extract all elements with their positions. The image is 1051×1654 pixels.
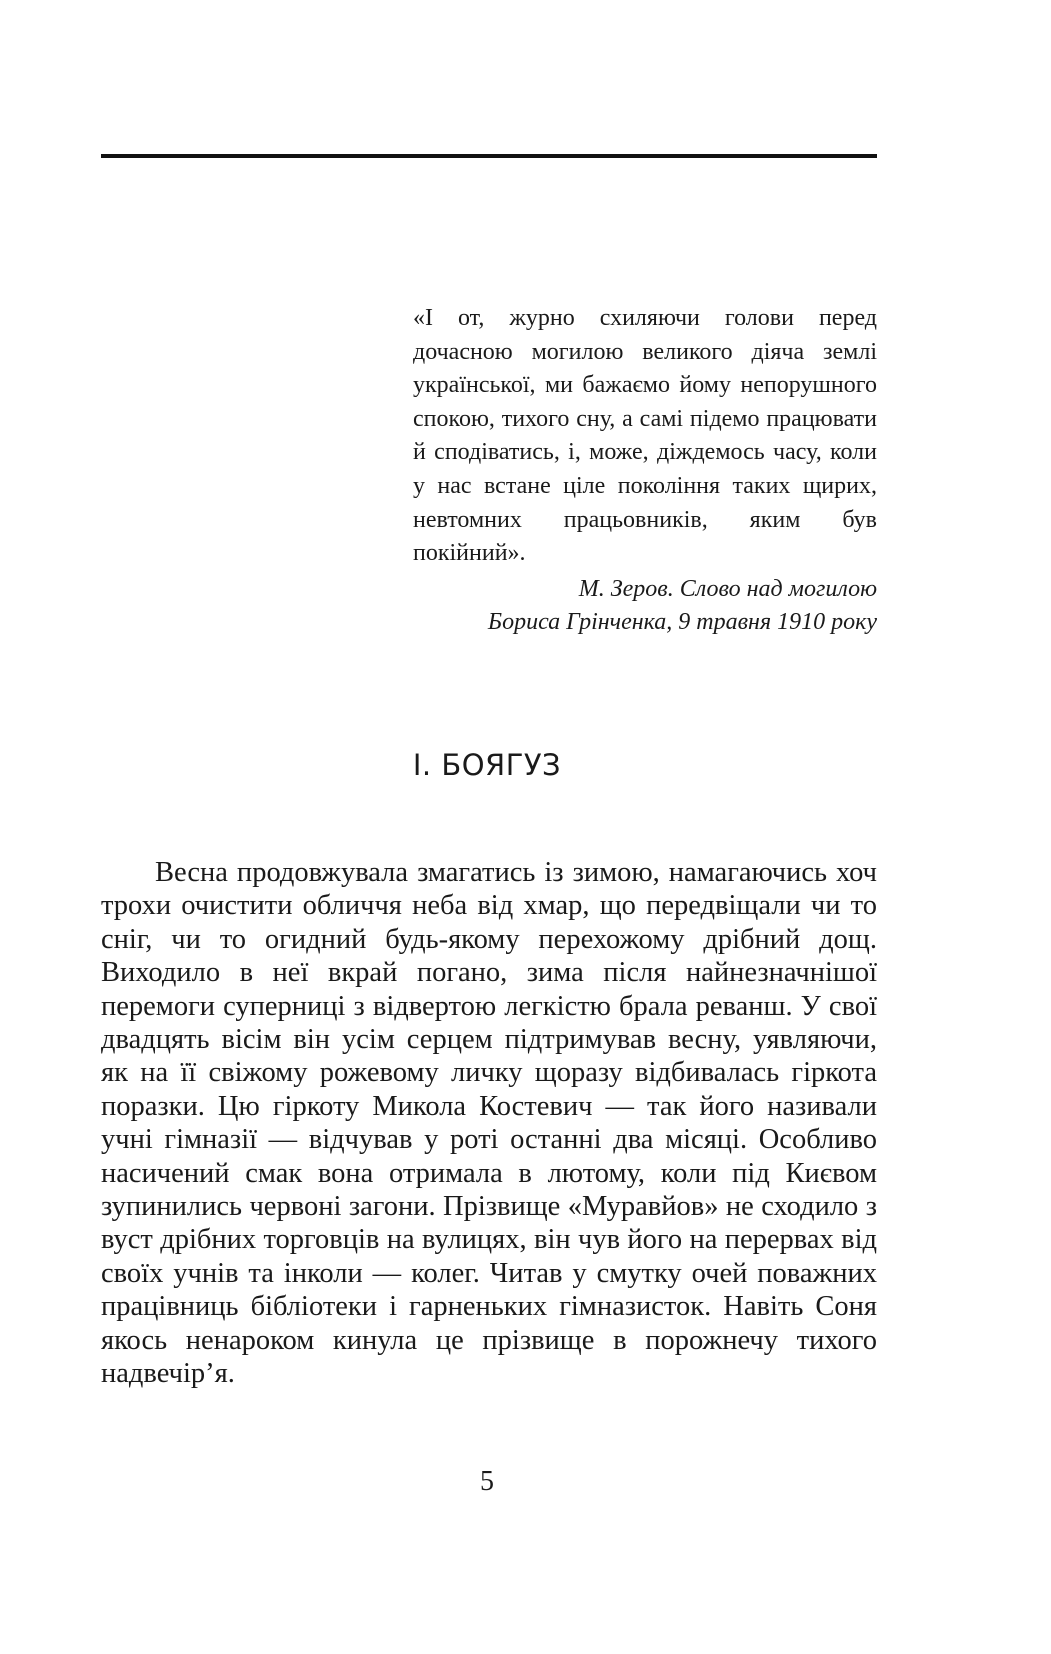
epigraph [413, 302, 877, 640]
chapter-title: І. БОЯГУЗ [412, 748, 562, 782]
epigraph-attribution-line-2: Бориса Грінченка, 9 травня 1910 року [487, 609, 877, 636]
page-number: 5 [480, 1466, 494, 1497]
epigraph-attribution [413, 573, 877, 640]
body-paragraph: Весна продовжувала змагатись із зимою, намагаючись хоч трохи очистити обличчя неба від хмар, що передвіщали чи то сніг, чи то огидний будь-якому перехожому дрібний дощ. Виходило в неї вкрай погано, зима після найнезначнішої перемоги суперниці з відвертою легкістю брала реванш. У свої двадцять вісім він усім серцем підтримував весну, уявляючи, як на її свіжому рожевому личку щоразу відбивалась гіркота поразки. Цю гіркоту Микола Костевич — так його називали учні гімназії — відчував у роті останні два місяці. Особливо насичений смак вона отримала в лютому, коли під Києвом зупинились червоні загони. Прізвище «Муравйов» не сходило з вуст дрібних торговців на вулицях, він чув його на перервах від своїх учнів та інколи — колег. Читав у смутку очей поважних працівниць бібліотеки і гарненьких гімназисток. Навіть Соня якось ненароком кинула це прізвище в порожнечу тихого надвечір’я. [101, 857, 877, 1390]
epigraph-attribution-line-1: М. Зеров. Слово над могилою [578, 575, 877, 602]
header-rule [101, 154, 877, 158]
epigraph-quote: «І от, журно схиляючи голови перед дочасною могилою великого діяча землі української, ми бажаємо йому непорушного спокою, тихого сну, а самі підемо працювати й сподіватись, і, може, діждемось часу, коли у нас встане ціле покоління таких щирих, невтомних працьовників, яким був покійний». [413, 305, 877, 567]
